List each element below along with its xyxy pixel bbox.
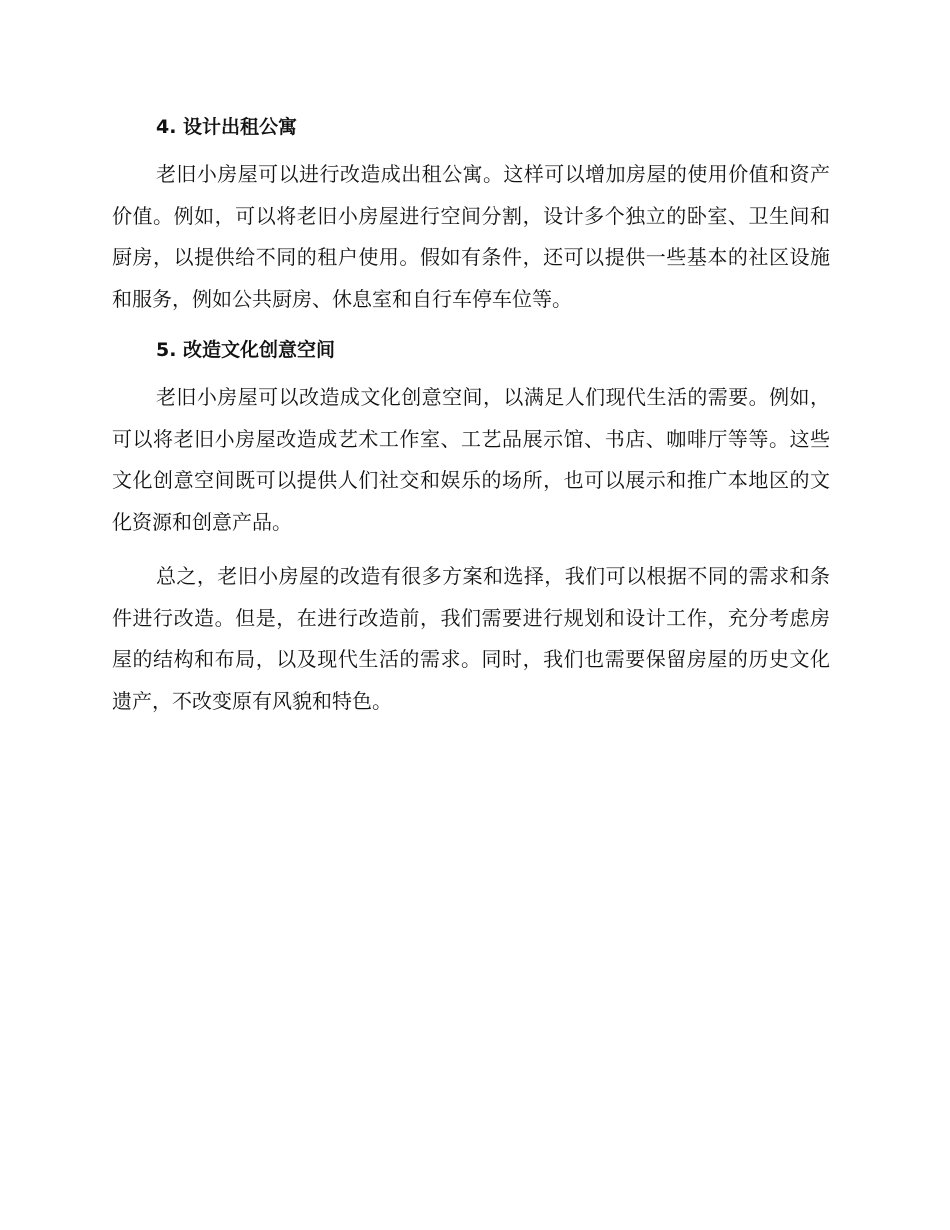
section-heading-cultural-space: 5. 改造文化创意空间	[156, 339, 336, 361]
section-paragraph-rental-apartment: 老旧小房屋可以进行改造成出租公寓。这样可以增加房屋的使用价值和资产价值。例如，可以将老旧小房屋进行空间分割，设计多个独立的卧室、卫生间和厨房，以提供给不同的租户使用。假如有条件，还可以提供一些基本的社区设施和服务，例如公共厨房、休息室和自行车停车位等。	[112, 162, 830, 311]
section-heading-rental-apartment: 4. 设计出租公寓	[156, 116, 298, 138]
conclusion-paragraph: 总之，老旧小房屋的改造有很多方案和选择，我们可以根据不同的需求和条件进行改造。但是，在进行改造前，我们需要进行规划和设计工作，充分考虑房屋的结构和布局，以及现代生活的需求。同时，我们也需要保留房屋的历史文化遗产，不改变原有风貌和特色。	[112, 564, 830, 713]
section-paragraph-cultural-space: 老旧小房屋可以改造成文化创意空间，以满足人们现代生活的需要。例如，可以将老旧小房屋改造成艺术工作室、工艺品展示馆、书店、咖啡厅等等。这些文化创意空间既可以提供人们社交和娱乐的场所，也可以展示和推广本地区的文化资源和创意产品。	[112, 385, 830, 534]
document-page	[112, 110, 830, 735]
